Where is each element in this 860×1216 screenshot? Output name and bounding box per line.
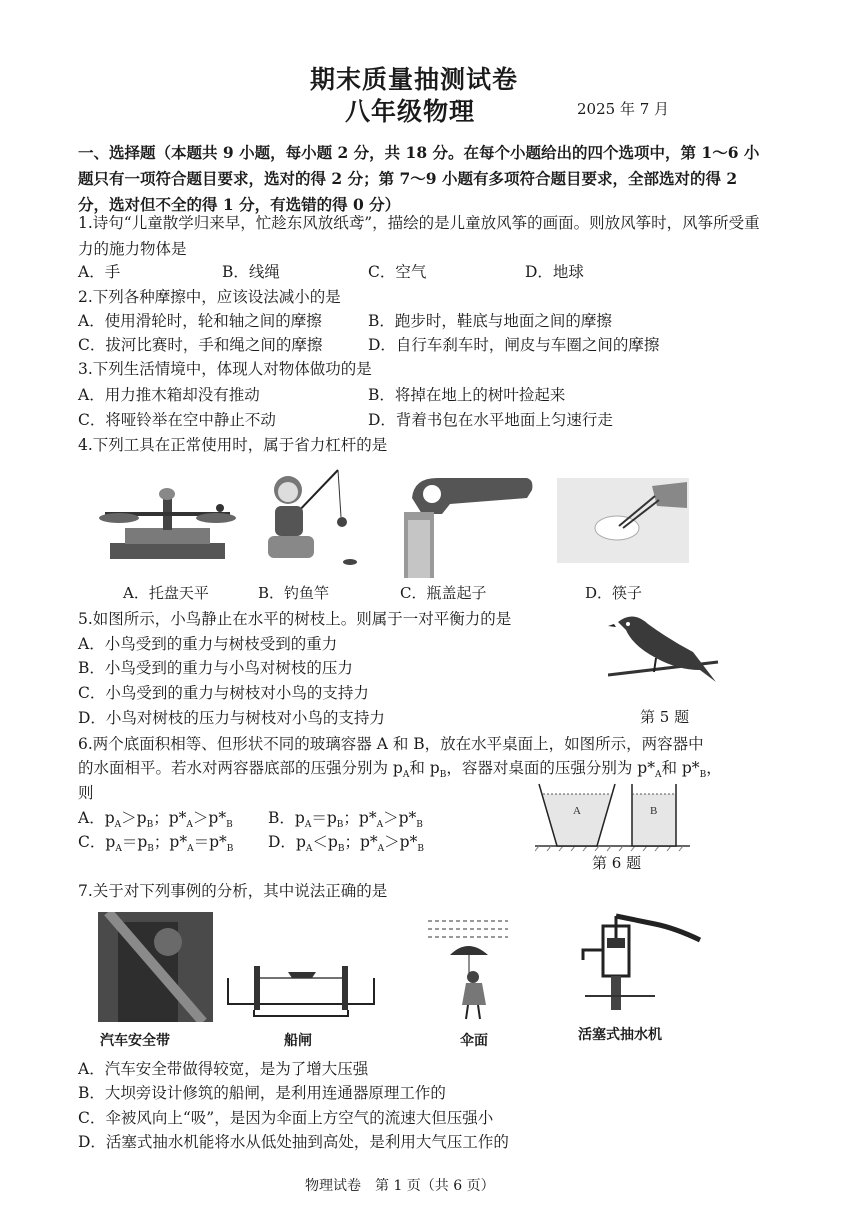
q5-option-b: B．小鸟受到的重力与小鸟对树枝的压力 bbox=[78, 659, 353, 677]
q2-option-b: B．跑步时，鞋底与地面之间的摩擦 bbox=[368, 312, 612, 330]
exam-subtitle: 八年级物理 bbox=[345, 97, 476, 126]
q7-figure-label-seatbelt: 汽车安全带 bbox=[100, 1033, 170, 1049]
q7-figure-label-pump: 活塞式抽水机 bbox=[578, 1027, 662, 1043]
q5-option-d: D．小鸟对树枝的压力与树枝对小鸟的支持力 bbox=[78, 709, 385, 727]
q2-option-c: C．拔河比赛时，手和绳之间的摩擦 bbox=[78, 336, 323, 354]
pump-figure bbox=[575, 910, 705, 1018]
container-a-label: A bbox=[573, 805, 581, 817]
q4-stem: 4.下列工具在正常使用时，属于省力杠杆的是 bbox=[78, 436, 388, 454]
q3-option-d: D．背着书包在水平地面上匀速行走 bbox=[368, 411, 613, 429]
q5-option-c: C．小鸟受到的重力与树枝对小鸟的支持力 bbox=[78, 684, 369, 702]
q5-option-a: A．小鸟受到的重力与树枝受到的重力 bbox=[78, 635, 338, 653]
containers-figure bbox=[535, 780, 695, 852]
q5-figure-caption: 第 5 题 bbox=[640, 708, 690, 726]
q1-option-b: B．线绳 bbox=[222, 263, 280, 281]
q3-option-b: B．将掉在地上的树叶捡起来 bbox=[368, 386, 566, 404]
q6-option-c: C．$p_A=p_B$；$p*_A=p*_B$ bbox=[78, 833, 234, 855]
q3-option-a: A．用力推木箱却没有推动 bbox=[78, 386, 260, 404]
q6-stem-line3: 则 bbox=[78, 784, 94, 802]
q7-option-c: C．伞被风向上“吸”，是因为伞面上方空气的流速大但压强小 bbox=[78, 1109, 494, 1127]
section-heading: 一、选择题（本题共 9 小题，每小题 2 分，共 18 分。在每个小题给出的四个选项中，第 1～6 小题只有一项符合题目要求，选对的得 2 分；第 7～9 小题有多项符合题目要求，全部选对的得 2 分，选对但不全的得 1 分，有选错的得 0 分） bbox=[78, 143, 760, 214]
q1-option-c: C．空气 bbox=[368, 263, 427, 281]
q6-option-a: A．$p_A>p_B$；$p*_A>p*_B$ bbox=[78, 809, 233, 831]
q7-figure-label-umbrella: 伞面 bbox=[460, 1033, 488, 1049]
q6-option-b: B．$p_A=p_B$；$p*_A>p*_B$ bbox=[268, 809, 423, 831]
q3-option-c: C．将哑铃举在空中静止不动 bbox=[78, 411, 276, 429]
q6-stem-line1: 6.两个底面积相等、但形状不同的玻璃容器 A 和 B，放在水平桌面上，如图所示，两容器中 bbox=[78, 735, 704, 753]
umbrella-figure bbox=[428, 915, 508, 1025]
seatbelt-photo bbox=[98, 912, 213, 1022]
q7-option-a: A．汽车安全带做得较宽，是为了增大压强 bbox=[78, 1060, 369, 1078]
bird-on-branch-figure bbox=[608, 610, 720, 690]
exam-date: 2025 年 7 月 bbox=[577, 100, 670, 118]
q4-option-a: A．托盘天平 bbox=[123, 584, 209, 602]
q7-stem: 7.关于对下列事例的分析，其中说法正确的是 bbox=[78, 882, 388, 900]
q3-stem: 3.下列生活情境中，体现人对物体做功的是 bbox=[78, 360, 372, 378]
q4-option-c: C．瓶盖起子 bbox=[400, 584, 487, 602]
q7-figure-label-ship-lock: 船闸 bbox=[284, 1033, 312, 1049]
page-footer: 物理试卷 第 1 页（共 6 页） bbox=[305, 1178, 495, 1194]
q6-stem-line2: 的水面相平。若水对两容器底部的压强分别为 $p_A$和 $p_B$，容器对桌面的压强分别为 $p*_A$和 $p*_B$， bbox=[78, 759, 722, 781]
q1-stem: 1.诗句“儿童散学归来早，忙趁东风放纸鸢”，描绘的是儿童放风筝的画面。则放风筝时，风筝所受重力的施力物体是 bbox=[78, 214, 760, 258]
q6-option-d: D．$p_A<p_B$；$p*_A>p*_B$ bbox=[268, 833, 424, 855]
q7-option-b: B．大坝旁设计修筑的船闸，是利用连通器原理工作的 bbox=[78, 1084, 446, 1102]
q1-option-a: A．手 bbox=[78, 263, 121, 281]
fishing-child-figure bbox=[258, 462, 358, 572]
q4-option-b: B．钓鱼竿 bbox=[258, 584, 330, 602]
q5-stem: 5.如图所示，小鸟静止在水平的树枝上。则属于一对平衡力的是 bbox=[78, 610, 512, 628]
chopsticks-figure bbox=[557, 478, 689, 563]
q2-option-d: D．自行车刹车时，闸皮与车圈之间的摩擦 bbox=[368, 336, 660, 354]
q2-option-a: A．使用滑轮时，轮和轴之间的摩擦 bbox=[78, 312, 322, 330]
exam-title: 期末质量抽测试卷 bbox=[310, 65, 519, 94]
q2-stem: 2.下列各种摩擦中，应该设法减小的是 bbox=[78, 288, 341, 306]
ship-lock-figure bbox=[226, 948, 376, 1020]
q1-option-d: D．地球 bbox=[525, 263, 584, 281]
q4-option-d: D．筷子 bbox=[585, 584, 643, 602]
bottle-opener-figure bbox=[392, 470, 537, 580]
q7-option-d: D．活塞式抽水机能将水从低处抽到高处，是利用大气压工作的 bbox=[78, 1133, 509, 1151]
q6-figure-caption: 第 6 题 bbox=[592, 854, 642, 872]
balance-scale-figure bbox=[95, 478, 240, 563]
container-b-label: B bbox=[650, 805, 658, 817]
